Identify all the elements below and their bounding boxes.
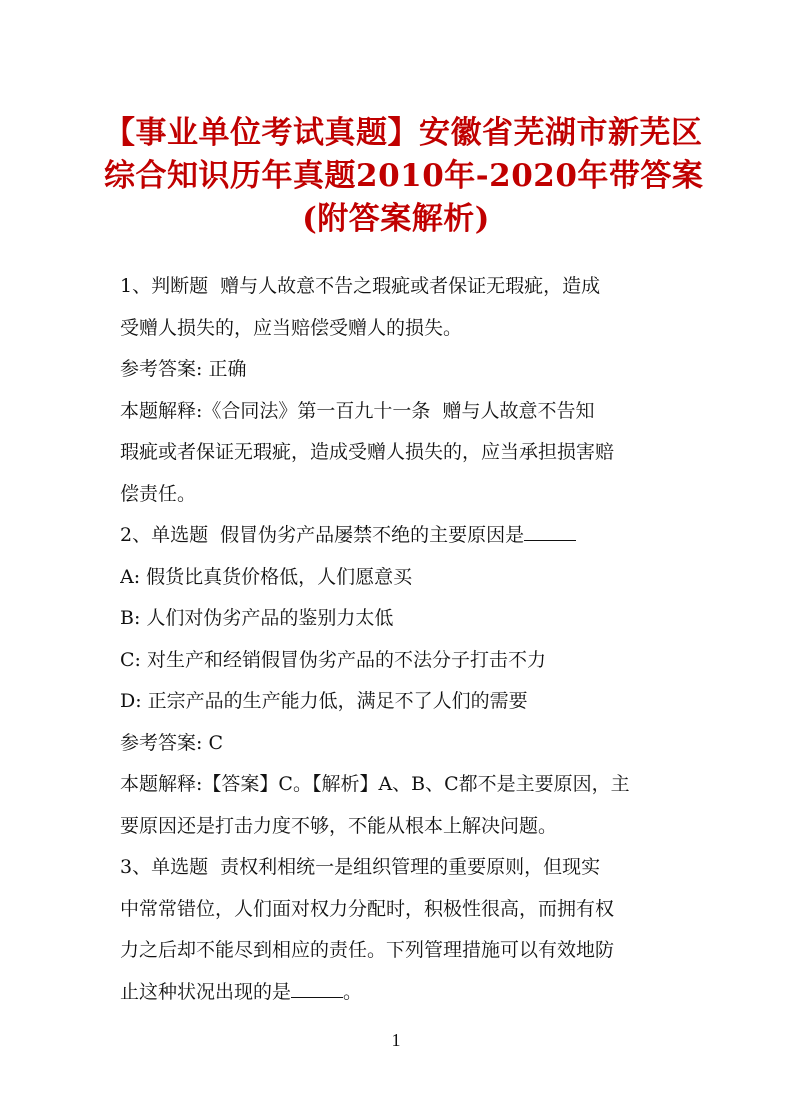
option-d: D: 正宗产品的生产能力低，满足不了人们的需要 xyxy=(120,690,528,712)
title-line-3: (附答案解析) xyxy=(302,201,490,237)
option-a: A: 假货比真货价格低，人们愿意买 xyxy=(120,565,413,588)
body-line: 本题解释:【答案】C。【解析】A、B、C都不是主要原因，主 xyxy=(120,773,630,795)
body-line: 瑕疵或者保证无瑕疵，造成受赠人损失的，应当承担损害赔 xyxy=(120,441,615,463)
document-title xyxy=(104,112,704,241)
question-3-end-line xyxy=(120,972,676,1014)
body-line: 参考答案: C xyxy=(120,731,223,754)
body-line: 本题解释:《合同法》第一百九十一条 赠与人故意不告知 xyxy=(120,399,595,422)
question-2-text: 2、单选题 假冒伪劣产品屡禁不绝的主要原因是 xyxy=(120,524,525,546)
body-line: 中常常错位，人们面对权力分配时，积极性很高，而拥有权 xyxy=(120,897,615,920)
body-line: 1、判断题 赠与人故意不告之瑕疵或者保证无瑕疵，造成 xyxy=(120,275,601,297)
answer-blank xyxy=(291,973,343,998)
question-3-text: 止这种状况出现的是 xyxy=(120,980,292,1003)
body-line: 力之后却不能尽到相应的责任。下列管理措施可以有效地防 xyxy=(120,939,615,961)
body-line: 要原因还是打击力度不够，不能从根本上解决问题。 xyxy=(120,814,558,837)
question-2-line xyxy=(120,515,676,557)
page-number: 1 xyxy=(391,1030,401,1050)
option-c: C: 对生产和经销假冒伪劣产品的不法分子打击不力 xyxy=(120,648,546,671)
title-line-2: 综合知识历年真题2010年-2020年带答案 xyxy=(104,158,704,194)
option-b: B: 人们对伪劣产品的鉴别力太低 xyxy=(120,607,394,629)
answer-blank xyxy=(524,516,576,541)
title-line-1: 【事业单位考试真题】安徽省芜湖市新芜区 xyxy=(104,115,703,151)
body-line: 参考答案: 正确 xyxy=(120,358,247,380)
document-body xyxy=(120,266,676,1013)
body-line: 偿责任。 xyxy=(120,482,197,505)
body-line: 受赠人损失的，应当赔偿受赠人的损失。 xyxy=(120,316,463,339)
body-line: 3、单选题 责权利相统一是组织管理的重要原则，但现实 xyxy=(120,856,601,878)
period: 。 xyxy=(343,980,363,1003)
